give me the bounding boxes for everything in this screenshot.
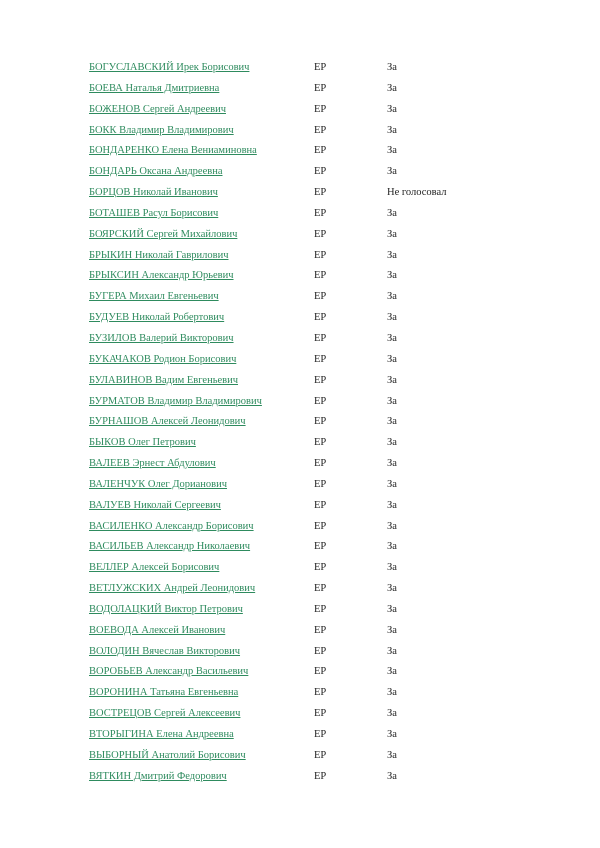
party-label: ЕР <box>314 145 327 157</box>
list-item <box>89 186 509 207</box>
deputy-name-link[interactable]: ВЯТКИН Дмитрий Федорович <box>89 770 227 782</box>
deputy-name-link[interactable]: БЫКОВ Олег Петрович <box>89 437 196 449</box>
deputy-name-link[interactable]: БОРЦОВ Николай Иванович <box>89 187 218 199</box>
deputy-name-link[interactable]: БОЖЕНОВ Сергей Андреевич <box>89 103 226 115</box>
deputy-name-link[interactable]: БРЫКИН Николай Гаврилович <box>89 249 229 261</box>
deputy-name-link[interactable]: ВЫБОРНЫЙ Анатолий Борисович <box>89 749 246 761</box>
party-label: ЕР <box>314 666 327 678</box>
list-item <box>89 207 509 228</box>
list-item <box>89 603 509 624</box>
list-item <box>89 665 509 686</box>
list-item <box>89 395 509 416</box>
party-label: ЕР <box>314 291 327 303</box>
deputy-name-link[interactable]: БОЯРСКИЙ Сергей Михайлович <box>89 228 238 240</box>
list-item <box>89 249 509 270</box>
deputy-name-link[interactable]: ВЕТЛУЖСКИХ Андрей Леонидович <box>89 583 256 595</box>
deputy-name-link[interactable]: ВАЛЕНЧУК Олег Дорианович <box>89 478 228 490</box>
vote-result: За <box>387 332 397 344</box>
party-label: ЕР <box>314 583 327 595</box>
list-item <box>89 561 509 582</box>
deputy-name-link[interactable]: БУРМАТОВ Владимир Владимирович <box>89 395 262 407</box>
list-item <box>89 457 509 478</box>
deputy-name-link[interactable]: БОТАШЕВ Расул Борисович <box>89 207 219 219</box>
list-item <box>89 165 509 186</box>
vote-result: За <box>387 166 397 178</box>
vote-result: За <box>387 583 397 595</box>
deputy-name-link[interactable]: ВОЕВОДА Алексей Иванович <box>89 624 226 636</box>
vote-result: Не голосовал <box>387 187 447 199</box>
party-label: ЕР <box>314 270 327 282</box>
vote-result: За <box>387 82 397 94</box>
vote-result: За <box>387 645 397 657</box>
party-label: ЕР <box>314 124 327 136</box>
list-item <box>89 415 509 436</box>
vote-result: За <box>387 478 397 490</box>
deputy-name-link[interactable]: БОНДАРЬ Оксана Андреевна <box>89 166 223 178</box>
deputy-name-link[interactable]: ВАСИЛЬЕВ Александр Николаевич <box>89 541 251 553</box>
vote-result: За <box>387 124 397 136</box>
deputy-name-link[interactable]: БУГЕРА Михаил Евгеньевич <box>89 291 219 303</box>
list-item <box>89 436 509 457</box>
vote-result: За <box>387 520 397 532</box>
list-item <box>89 582 509 603</box>
list-item <box>89 770 509 791</box>
list-item <box>89 228 509 249</box>
deputy-name-link[interactable]: ВАЛУЕВ Николай Сергеевич <box>89 499 221 511</box>
vote-result: За <box>387 353 397 365</box>
vote-result: За <box>387 603 397 615</box>
vote-result: За <box>387 270 397 282</box>
deputy-name-link[interactable]: БОНДАРЕНКО Елена Вениаминовна <box>89 145 257 157</box>
vote-result: За <box>387 729 397 740</box>
vote-result: За <box>387 103 397 115</box>
party-label: ЕР <box>314 228 327 240</box>
deputy-name-link[interactable]: ВАСИЛЕНКО Александр Борисович <box>89 520 254 532</box>
deputy-name-link[interactable]: БУКАЧАКОВ Родион Борисович <box>89 353 237 365</box>
party-label: ЕР <box>314 395 327 407</box>
list-item <box>89 332 509 353</box>
vote-result: За <box>387 770 397 782</box>
deputy-name-link[interactable]: БРЫКСИН Александр Юрьевич <box>89 270 234 282</box>
deputy-name-link[interactable]: ВОРОБЬЕВ Александр Васильевич <box>89 666 249 678</box>
list-item <box>89 686 509 707</box>
vote-result: За <box>387 312 397 324</box>
vote-result: За <box>387 228 397 240</box>
party-label: ЕР <box>314 82 327 94</box>
vote-result: За <box>387 207 397 219</box>
list-item <box>89 103 509 124</box>
deputy-name-link[interactable]: БУРНАШОВ Алексей Леонидович <box>89 416 246 428</box>
deputy-name-link[interactable]: ВОЛОДИН Вячеслав Викторович <box>89 645 241 657</box>
deputy-name-link[interactable]: ВЕЛЛЕР Алексей Борисович <box>89 562 220 574</box>
party-label: ЕР <box>314 770 327 782</box>
vote-result: За <box>387 395 397 407</box>
deputy-name-link[interactable]: ВОДОЛАЦКИЙ Виктор Петрович <box>89 603 243 615</box>
party-label: ЕР <box>314 437 327 449</box>
party-label: ЕР <box>314 478 327 490</box>
vote-result: За <box>387 145 397 157</box>
list-item <box>89 61 509 82</box>
deputy-name-link[interactable]: ВОРОНИНА Татьяна Евгеньевна <box>89 687 239 699</box>
vote-result: За <box>387 62 397 73</box>
deputy-name-link[interactable]: БОГУСЛАВСКИЙ Ирек Борисович <box>89 62 250 73</box>
vote-result: За <box>387 541 397 553</box>
party-label: ЕР <box>314 541 327 553</box>
party-label: ЕР <box>314 416 327 428</box>
party-label: ЕР <box>314 458 327 470</box>
deputy-name-link[interactable]: БУЗИЛОВ Валерий Викторович <box>89 332 234 344</box>
vote-result: За <box>387 249 397 261</box>
list-item <box>89 374 509 395</box>
deputy-name-link[interactable]: ВТОРЫГИНА Елена Андреевна <box>89 729 234 740</box>
vote-result: За <box>387 687 397 699</box>
deputy-name-link[interactable]: БОЕВА Наталья Дмитриевна <box>89 82 220 94</box>
vote-result: За <box>387 458 397 470</box>
list-item <box>89 353 509 374</box>
party-label: ЕР <box>314 353 327 365</box>
party-label: ЕР <box>314 749 327 761</box>
party-label: ЕР <box>314 687 327 699</box>
deputy-name-link[interactable]: ВОСТРЕЦОВ Сергей Алексеевич <box>89 708 241 720</box>
vote-result: За <box>387 499 397 511</box>
list-item <box>89 124 509 145</box>
vote-result: За <box>387 374 397 386</box>
party-label: ЕР <box>314 312 327 324</box>
party-label: ЕР <box>314 374 327 386</box>
vote-result: За <box>387 624 397 636</box>
party-label: ЕР <box>314 332 327 344</box>
list-item <box>89 707 509 728</box>
party-label: ЕР <box>314 708 327 720</box>
list-item <box>89 540 509 561</box>
vote-result: За <box>387 416 397 428</box>
party-label: ЕР <box>314 603 327 615</box>
party-label: ЕР <box>314 103 327 115</box>
list-item <box>89 269 509 290</box>
deputy-name-link[interactable]: БУЛАВИНОВ Вадим Евгеньевич <box>89 374 239 386</box>
list-item <box>89 478 509 499</box>
vote-result: За <box>387 437 397 449</box>
vote-result: За <box>387 749 397 761</box>
list-item <box>89 311 509 332</box>
party-label: ЕР <box>314 562 327 574</box>
vote-result: За <box>387 562 397 574</box>
vote-result: За <box>387 291 397 303</box>
list-item <box>89 290 509 311</box>
list-item <box>89 624 509 645</box>
party-label: ЕР <box>314 249 327 261</box>
party-label: ЕР <box>314 520 327 532</box>
party-label: ЕР <box>314 645 327 657</box>
vote-result: За <box>387 666 397 678</box>
vote-result: За <box>387 708 397 720</box>
deputy-name-link[interactable]: БУДУЕВ Николай Робертович <box>89 312 225 324</box>
party-label: ЕР <box>314 207 327 219</box>
list-item <box>89 144 509 165</box>
list-item <box>89 499 509 520</box>
party-label: ЕР <box>314 187 327 199</box>
list-item <box>89 728 509 749</box>
party-label: ЕР <box>314 499 327 511</box>
list-item <box>89 645 509 666</box>
deputy-name-link[interactable]: ВАЛЕЕВ Эрнест Абдулович <box>89 458 216 470</box>
deputy-name-link[interactable]: БОКК Владимир Владимирович <box>89 124 234 136</box>
vote-list <box>89 61 509 791</box>
party-label: ЕР <box>314 729 327 740</box>
list-item <box>89 520 509 541</box>
list-item <box>89 82 509 103</box>
party-label: ЕР <box>314 62 327 73</box>
party-label: ЕР <box>314 166 327 178</box>
party-label: ЕР <box>314 624 327 636</box>
list-item <box>89 749 509 770</box>
